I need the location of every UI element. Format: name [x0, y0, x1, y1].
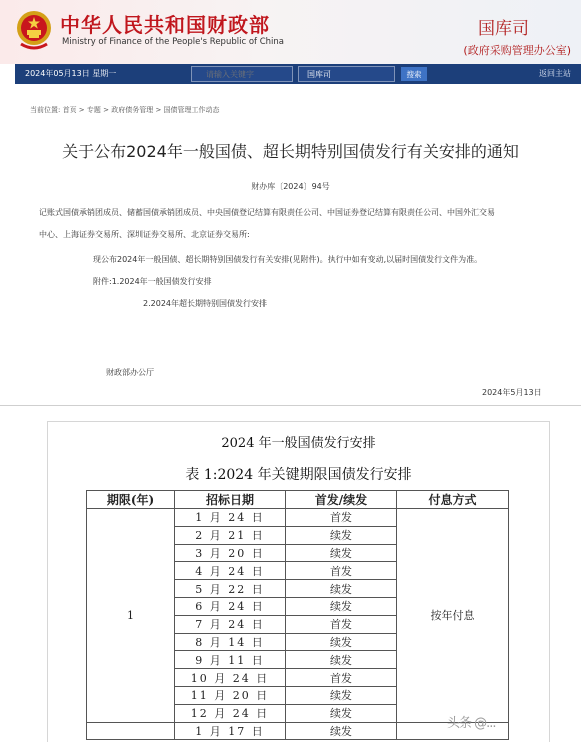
table-row — [87, 509, 509, 527]
signing-office: 财政部办公厅 — [106, 368, 154, 377]
recipients-line-2: 中心、上海证券交易所、深圳证券交易所、北京证券交易所: — [39, 230, 250, 239]
notice-body: 现公布2024年一般国债、超长期特别国债发行有关安排(见附件)。执行中如有变动,以届时国债发行文件为准。 — [93, 255, 483, 264]
issue-type-cell: 首发 — [286, 509, 397, 527]
attachment-link-2[interactable]: 2.2024年超长期特别国债发行安排 — [143, 299, 267, 308]
bond-issuance-table — [86, 490, 509, 740]
national-emblem-icon — [15, 8, 53, 52]
auction-date-cell: 6 月 24 日 — [175, 597, 286, 615]
department-name: 国库司 — [478, 19, 529, 39]
return-home-link[interactable]: 返回主站 — [539, 69, 571, 78]
department-subtitle: (政府采购管理办公室) — [463, 44, 571, 57]
table-caption: 表 1:2024 年关键期限国债发行安排 — [185, 467, 412, 483]
auction-date-cell: 12 月 24 日 — [175, 704, 286, 722]
issue-type-cell: 续发 — [286, 651, 397, 669]
site-banner — [0, 0, 581, 64]
article-title: 关于公布2024年一般国债、超长期特别国债发行有关安排的通知 — [62, 142, 519, 161]
auction-date-cell: 1 月 24 日 — [175, 509, 286, 527]
issue-type-cell: 首发 — [286, 562, 397, 580]
column-header-auction-date: 招标日期 — [175, 491, 286, 509]
term-cell: 1 — [87, 509, 175, 723]
issue-type-cell: 续发 — [286, 686, 397, 704]
auction-date-cell: 7 月 24 日 — [175, 615, 286, 633]
auction-date-cell: 8 月 14 日 — [175, 633, 286, 651]
issue-type-cell: 续发 — [286, 580, 397, 598]
auction-date-cell: 1 月 17 日 — [175, 722, 286, 740]
toutiao-watermark: 头条 @... — [447, 716, 496, 731]
auction-date-cell: 4 月 24 日 — [175, 562, 286, 580]
attachment-link-1[interactable]: 附件:1.2024年一般国债发行安排 — [93, 277, 212, 286]
issue-type-cell: 续发 — [286, 633, 397, 651]
signing-date: 2024年5月13日 — [482, 388, 542, 397]
auction-date-cell: 10 月 24 日 — [175, 669, 286, 687]
term-cell — [87, 722, 175, 740]
auction-date-cell: 3 月 20 日 — [175, 544, 286, 562]
issue-type-cell: 续发 — [286, 704, 397, 722]
search-input[interactable] — [191, 66, 293, 82]
issue-type-cell: 首发 — [286, 615, 397, 633]
navigation-bar — [15, 64, 581, 84]
auction-date-cell: 9 月 11 日 — [175, 651, 286, 669]
payment-method-cell: 按年付息 — [397, 509, 509, 723]
auction-date-cell: 11 月 20 日 — [175, 686, 286, 704]
current-date: 2024年05月13日 星期一 — [25, 69, 117, 78]
issue-type-cell: 续发 — [286, 544, 397, 562]
table-row — [87, 722, 509, 740]
issue-type-cell: 续发 — [286, 526, 397, 544]
site-subtitle: Ministry of Finance of the People's Republic of China — [62, 37, 285, 47]
column-header-payment: 付息方式 — [397, 491, 509, 509]
column-header-issue-type: 首发/续发 — [286, 491, 397, 509]
document-number: 财办库〔2024〕94号 — [251, 182, 330, 191]
auction-date-cell: 5 月 22 日 — [175, 580, 286, 598]
breadcrumb[interactable]: 当前位置: 首页 > 专题 > 政府债务管理 > 国债管理工作动态 — [30, 106, 220, 114]
auction-date-cell: 2 月 21 日 — [175, 526, 286, 544]
site-title: 中华人民共和国财政部 — [60, 13, 270, 37]
search-button[interactable]: 搜索 — [401, 67, 427, 81]
pdf-attachment-page — [47, 421, 550, 742]
column-header-term: 期限(年) — [87, 491, 175, 509]
recipients-line-1: 记账式国债承销团成员、储蓄国债承销团成员、中央国债登记结算有限责任公司、中国证券登记结算有限责任公司、中国外汇交易 — [39, 208, 495, 217]
issue-type-cell: 续发 — [286, 722, 397, 740]
issue-type-cell: 续发 — [286, 597, 397, 615]
site-select-dropdown[interactable]: 国库司 — [298, 66, 395, 82]
table-header-row — [87, 491, 509, 509]
pdf-heading: 2024 年一般国债发行安排 — [221, 436, 376, 451]
issue-type-cell: 首发 — [286, 669, 397, 687]
